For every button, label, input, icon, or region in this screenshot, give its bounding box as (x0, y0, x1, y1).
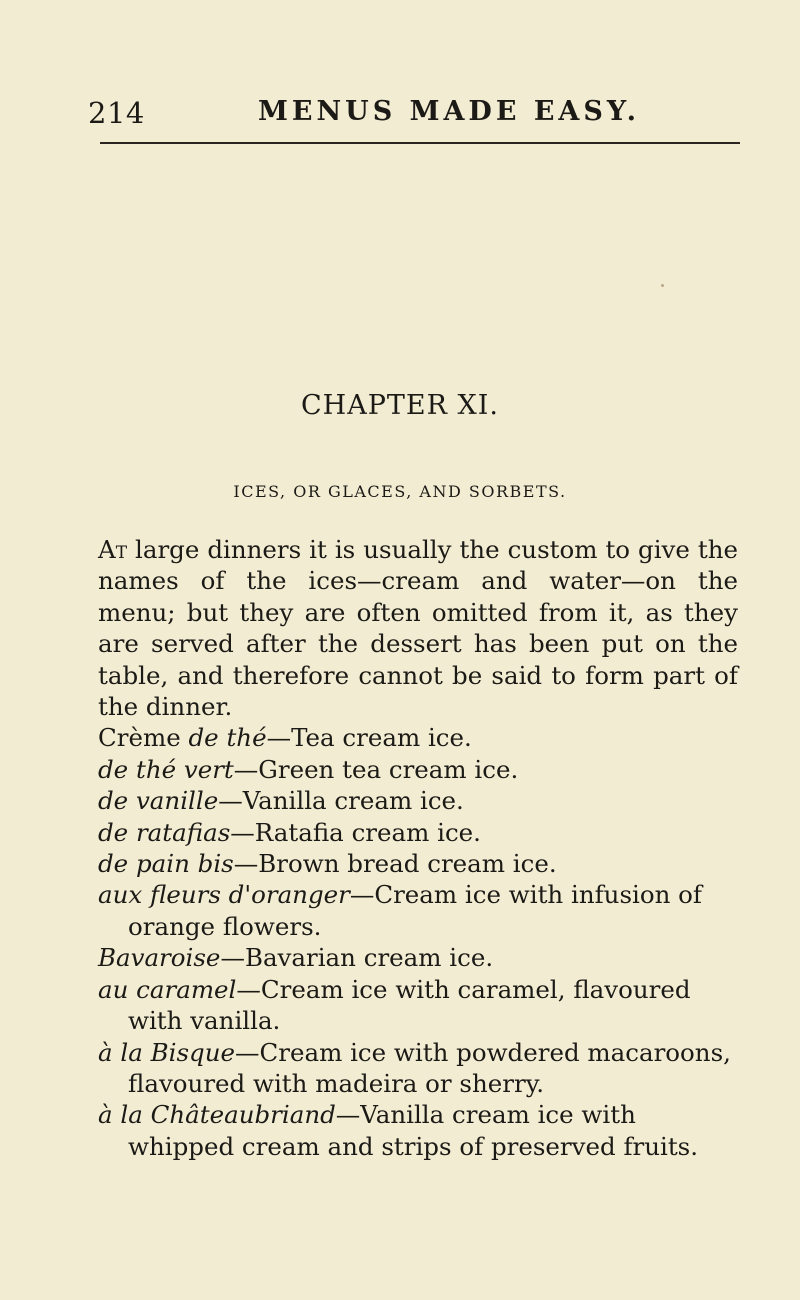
chapter-subtitle: ICES, OR GLACES, AND SORBETS. (233, 482, 567, 501)
list-item (98, 879, 738, 942)
item-french: Bavaroise (98, 943, 221, 973)
page-header (88, 96, 738, 136)
item-english: —Tea cream ice. (266, 723, 472, 753)
item-french: au caramel (98, 974, 237, 1004)
list-item (98, 942, 738, 973)
intro-text: large dinners it is usually the custom to give the names of the ices—cream and water—on the menu; but they are often omitted from it, as they are served after the dessert has been put on the table, and therefore cannot be said to form part of the dinner. (98, 535, 738, 722)
item-english: —Vanilla cream ice with whipped cream and strips of preserved fruits. (128, 1100, 699, 1161)
chapter-title: CHAPTER XI. (301, 390, 499, 421)
running-title: MENUS MADE EASY. (258, 96, 641, 127)
chapter-body (98, 534, 738, 1162)
list-item (98, 754, 738, 785)
item-french: de ratafias (98, 817, 231, 847)
item-english: —Vanilla cream ice. (218, 786, 464, 816)
intro-first-word: At (98, 535, 128, 564)
item-french: à la Bisque (98, 1037, 235, 1067)
item-french: de pain bis (98, 849, 234, 879)
list-item (98, 1099, 738, 1162)
item-english: —Ratafia cream ice. (230, 817, 481, 847)
item-lead: Crème (98, 723, 189, 753)
paper-speck (661, 284, 664, 287)
intro-paragraph (98, 534, 738, 722)
list-item (98, 848, 738, 879)
list-item (98, 817, 738, 848)
item-english: —Cream ice with caramel, flavoured with vanilla. (128, 974, 691, 1036)
list-item (98, 1037, 738, 1100)
item-english: —Brown bread cream ice. (233, 849, 557, 879)
item-english: —Bavarian cream ice. (220, 943, 494, 973)
item-french: aux fleurs d'oranger (98, 880, 350, 910)
item-french: de vanille (98, 786, 219, 816)
list-item (98, 722, 738, 753)
item-english: —Green tea cream ice. (233, 754, 519, 784)
list-item (98, 974, 738, 1037)
item-french: de thé vert (98, 754, 234, 784)
item-french: à la Châteaubriand (98, 1100, 336, 1130)
page-number: 214 (88, 96, 145, 130)
list-item (98, 785, 738, 816)
item-english: —Cream ice with infusion of orange flowers. (128, 880, 702, 941)
item-french: de thé (188, 723, 267, 753)
header-rule (100, 142, 740, 144)
item-english: —Cream ice with powdered macaroons, flavoured with madeira or sherry. (128, 1037, 731, 1098)
ice-list (98, 722, 738, 1162)
